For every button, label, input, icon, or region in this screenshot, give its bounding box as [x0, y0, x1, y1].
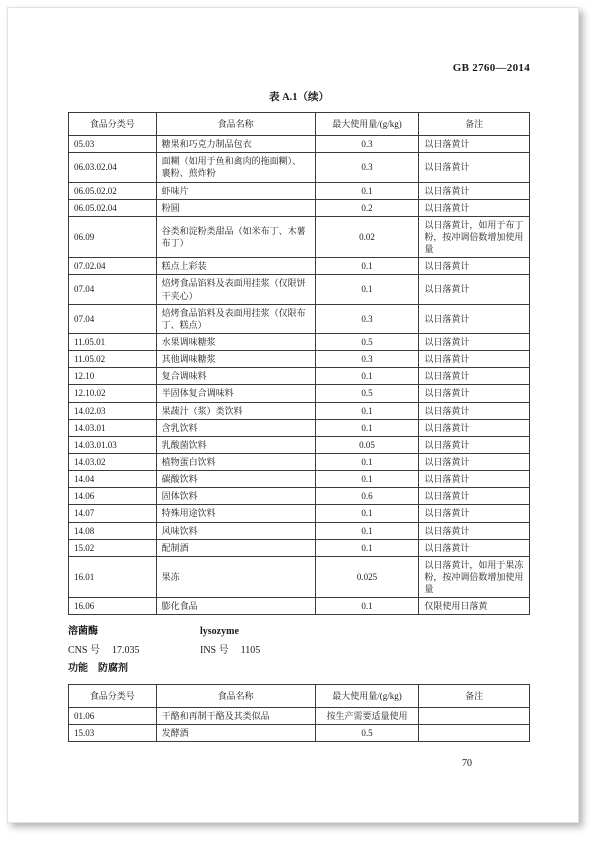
- usage-table-lysozyme: [68, 684, 530, 742]
- cell-name: 配制酒: [156, 539, 315, 556]
- additive-function-line: [68, 662, 530, 677]
- table-row: [69, 505, 530, 522]
- cell-code: 07.02.04: [69, 258, 157, 275]
- standard-code-header: GB 2760—2014: [452, 62, 530, 74]
- cell-max: 0.02: [315, 216, 419, 257]
- cell-note: 以日落黄计: [419, 304, 530, 333]
- cell-name: 虾味片: [156, 182, 315, 199]
- additive-section: [68, 625, 530, 677]
- cell-name: 乳酸菌饮料: [156, 436, 315, 453]
- additive-name-cn: 溶菌酶: [68, 626, 98, 638]
- table-row: [69, 333, 530, 350]
- cell-note: 以日落黄计: [419, 153, 530, 182]
- cell-note: 以日落黄计: [419, 539, 530, 556]
- cell-code: 11.05.01: [69, 333, 157, 350]
- cell-note: [419, 708, 530, 725]
- cell-note: 以日落黄计: [419, 505, 530, 522]
- cell-name: 膨化食品: [156, 598, 315, 615]
- cell-max: 0.3: [315, 136, 419, 153]
- ins-value: 1105: [240, 644, 261, 656]
- col-header-max-usage: 最大使用量/(g/kg): [315, 684, 419, 707]
- table-row: [69, 153, 530, 182]
- cell-note: [419, 725, 530, 742]
- table-row: [69, 136, 530, 153]
- ins-pair: [200, 645, 260, 656]
- table-row: [69, 419, 530, 436]
- cell-code: 07.04: [69, 304, 157, 333]
- table-row: [69, 258, 530, 275]
- table-row: [69, 725, 530, 742]
- cell-max: 0.1: [315, 258, 419, 275]
- cell-name: 特殊用途饮料: [156, 505, 315, 522]
- cell-name: 发酵酒: [156, 725, 315, 742]
- cell-code: 07.04: [69, 275, 157, 304]
- cell-max: 0.3: [315, 304, 419, 333]
- cell-code: 14.02.03: [69, 402, 157, 419]
- cell-code: 15.03: [69, 725, 157, 742]
- cell-note: 以日落黄计: [419, 368, 530, 385]
- cell-name: 焙烤食品馅料及表面用挂浆（仅限布丁、糕点）: [156, 304, 315, 333]
- table-title: 表 A.1（续）: [268, 92, 330, 103]
- col-header-note: 备注: [419, 684, 530, 707]
- cell-max: 0.1: [315, 539, 419, 556]
- cell-note: 以日落黄计: [419, 471, 530, 488]
- cell-name: 糕点上彩装: [156, 258, 315, 275]
- cell-name: 风味饮料: [156, 522, 315, 539]
- cns-value: 17.035: [111, 644, 140, 656]
- cell-max: 0.1: [315, 522, 419, 539]
- cell-max: 0.2: [315, 199, 419, 216]
- cell-code: 14.06: [69, 488, 157, 505]
- cell-code: 16.06: [69, 598, 157, 615]
- cell-max: 0.1: [315, 419, 419, 436]
- cell-code: 12.10: [69, 368, 157, 385]
- cell-code: 12.10.02: [69, 385, 157, 402]
- cell-name: 复合调味料: [156, 368, 315, 385]
- cell-code: 11.05.02: [69, 351, 157, 368]
- cell-note: 以日落黄计: [419, 522, 530, 539]
- table-row: [69, 539, 530, 556]
- cell-name: 粉圆: [156, 199, 315, 216]
- cell-name: 果冻: [156, 556, 315, 597]
- table-row: [69, 436, 530, 453]
- cns-label: CNS 号: [68, 644, 100, 656]
- table-row: [69, 304, 530, 333]
- additive-codes-line: [68, 644, 530, 659]
- cell-code: 14.03.01: [69, 419, 157, 436]
- table-header-row: [69, 684, 530, 707]
- cell-code: 14.03.01.03: [69, 436, 157, 453]
- cell-code: 14.08: [69, 522, 157, 539]
- cell-max: 0.1: [315, 402, 419, 419]
- cell-note: 以日落黄计: [419, 275, 530, 304]
- cell-max: 0.3: [315, 351, 419, 368]
- cell-note: 以日落黄计，如用于果冻粉，按冲调倍数增加使用量: [419, 556, 530, 597]
- cell-name: 碳酸饮料: [156, 471, 315, 488]
- cell-name: 含乳饮料: [156, 419, 315, 436]
- cell-note: 以日落黄计: [419, 199, 530, 216]
- cell-note: 以日落黄计: [419, 419, 530, 436]
- cell-name: 焙烤食品馅料及表面用挂浆（仅限饼干夹心）: [156, 275, 315, 304]
- cell-note: 以日落黄计: [419, 351, 530, 368]
- cell-name: 其他调味糖浆: [156, 351, 315, 368]
- additive-name-en: lysozyme: [200, 626, 239, 638]
- cell-name: 半固体复合调味料: [156, 385, 315, 402]
- cell-name: 谷类和淀粉类甜品（如米布丁、木薯布丁）: [156, 216, 315, 257]
- col-header-food-category: 食品分类号: [69, 113, 157, 136]
- table-row: [69, 275, 530, 304]
- cell-max: 0.1: [315, 471, 419, 488]
- cell-note: 以日落黄计: [419, 136, 530, 153]
- table-row: [69, 453, 530, 470]
- table-row: [69, 522, 530, 539]
- table-row: [69, 182, 530, 199]
- cell-name: 面糊（如用于鱼和禽肉的拖面糊）、裹粉、煎炸粉: [156, 153, 315, 182]
- usage-table-main-body: [69, 136, 530, 615]
- col-header-food-category: 食品分类号: [69, 684, 157, 707]
- usage-table-main: [68, 112, 530, 615]
- table-row: [69, 402, 530, 419]
- cell-name: 糖果和巧克力制品包衣: [156, 136, 315, 153]
- cell-code: 01.06: [69, 708, 157, 725]
- cell-code: 06.05.02.04: [69, 199, 157, 216]
- cell-note: 以日落黄计: [419, 436, 530, 453]
- usage-table-lysozyme-body: [69, 708, 530, 742]
- table-row: [69, 598, 530, 615]
- cell-max: 0.05: [315, 436, 419, 453]
- document-page: [7, 7, 579, 823]
- table-header-row: [69, 113, 530, 136]
- col-header-max-usage: 最大使用量/(g/kg): [315, 113, 419, 136]
- cell-name: 水果调味糖浆: [156, 333, 315, 350]
- cell-code: 05.03: [69, 136, 157, 153]
- additive-name-line: [68, 625, 530, 640]
- function-value: 防腐剂: [98, 663, 128, 675]
- cell-code: 15.02: [69, 539, 157, 556]
- col-header-food-name: 食品名称: [156, 684, 315, 707]
- cell-note: 以日落黄计，如用于布丁粉，按冲调倍数增加使用量: [419, 216, 530, 257]
- cell-max: 0.1: [315, 182, 419, 199]
- cell-note: 以日落黄计: [419, 453, 530, 470]
- cell-max: 0.1: [315, 275, 419, 304]
- page-number: 70: [462, 758, 472, 770]
- table-row: [69, 708, 530, 725]
- cell-max: 0.5: [315, 725, 419, 742]
- cell-code: 06.03.02.04: [69, 153, 157, 182]
- cell-name: 果蔬汁（浆）类饮料: [156, 402, 315, 419]
- function-label: 功能: [68, 663, 88, 675]
- cell-note: 以日落黄计: [419, 258, 530, 275]
- table-row: [69, 556, 530, 597]
- cell-name: 干酪和再制干酪及其类似品: [156, 708, 315, 725]
- table-row: [69, 385, 530, 402]
- table-row: [69, 488, 530, 505]
- cell-note: 以日落黄计: [419, 488, 530, 505]
- col-header-food-name: 食品名称: [156, 113, 315, 136]
- cell-code: 06.05.02.02: [69, 182, 157, 199]
- table-row: [69, 216, 530, 257]
- cell-code: 16.01: [69, 556, 157, 597]
- cell-max: 0.1: [315, 453, 419, 470]
- cell-name: 植物蛋白饮料: [156, 453, 315, 470]
- table-row: [69, 351, 530, 368]
- col-header-note: 备注: [419, 113, 530, 136]
- cell-note: 以日落黄计: [419, 182, 530, 199]
- cell-max: 0.1: [315, 505, 419, 522]
- cell-max: 0.6: [315, 488, 419, 505]
- table-row: [69, 471, 530, 488]
- cell-code: 14.03.02: [69, 453, 157, 470]
- cell-max: 0.3: [315, 153, 419, 182]
- cell-max: 按生产需要适量使用: [315, 708, 419, 725]
- cns-pair: [68, 644, 200, 659]
- cell-max: 0.1: [315, 598, 419, 615]
- table-row: [69, 368, 530, 385]
- cell-note: 以日落黄计: [419, 333, 530, 350]
- cell-name: 固体饮料: [156, 488, 315, 505]
- cell-code: 14.07: [69, 505, 157, 522]
- cell-code: 06.09: [69, 216, 157, 257]
- cell-note: 以日落黄计: [419, 402, 530, 419]
- cell-note: 仅限使用日落黄: [419, 598, 530, 615]
- cell-code: 14.04: [69, 471, 157, 488]
- table-row: [69, 199, 530, 216]
- cell-max: 0.025: [315, 556, 419, 597]
- cell-max: 0.5: [315, 385, 419, 402]
- ins-label: INS 号: [200, 644, 229, 656]
- cell-max: 0.1: [315, 368, 419, 385]
- cell-note: 以日落黄计: [419, 385, 530, 402]
- cell-max: 0.5: [315, 333, 419, 350]
